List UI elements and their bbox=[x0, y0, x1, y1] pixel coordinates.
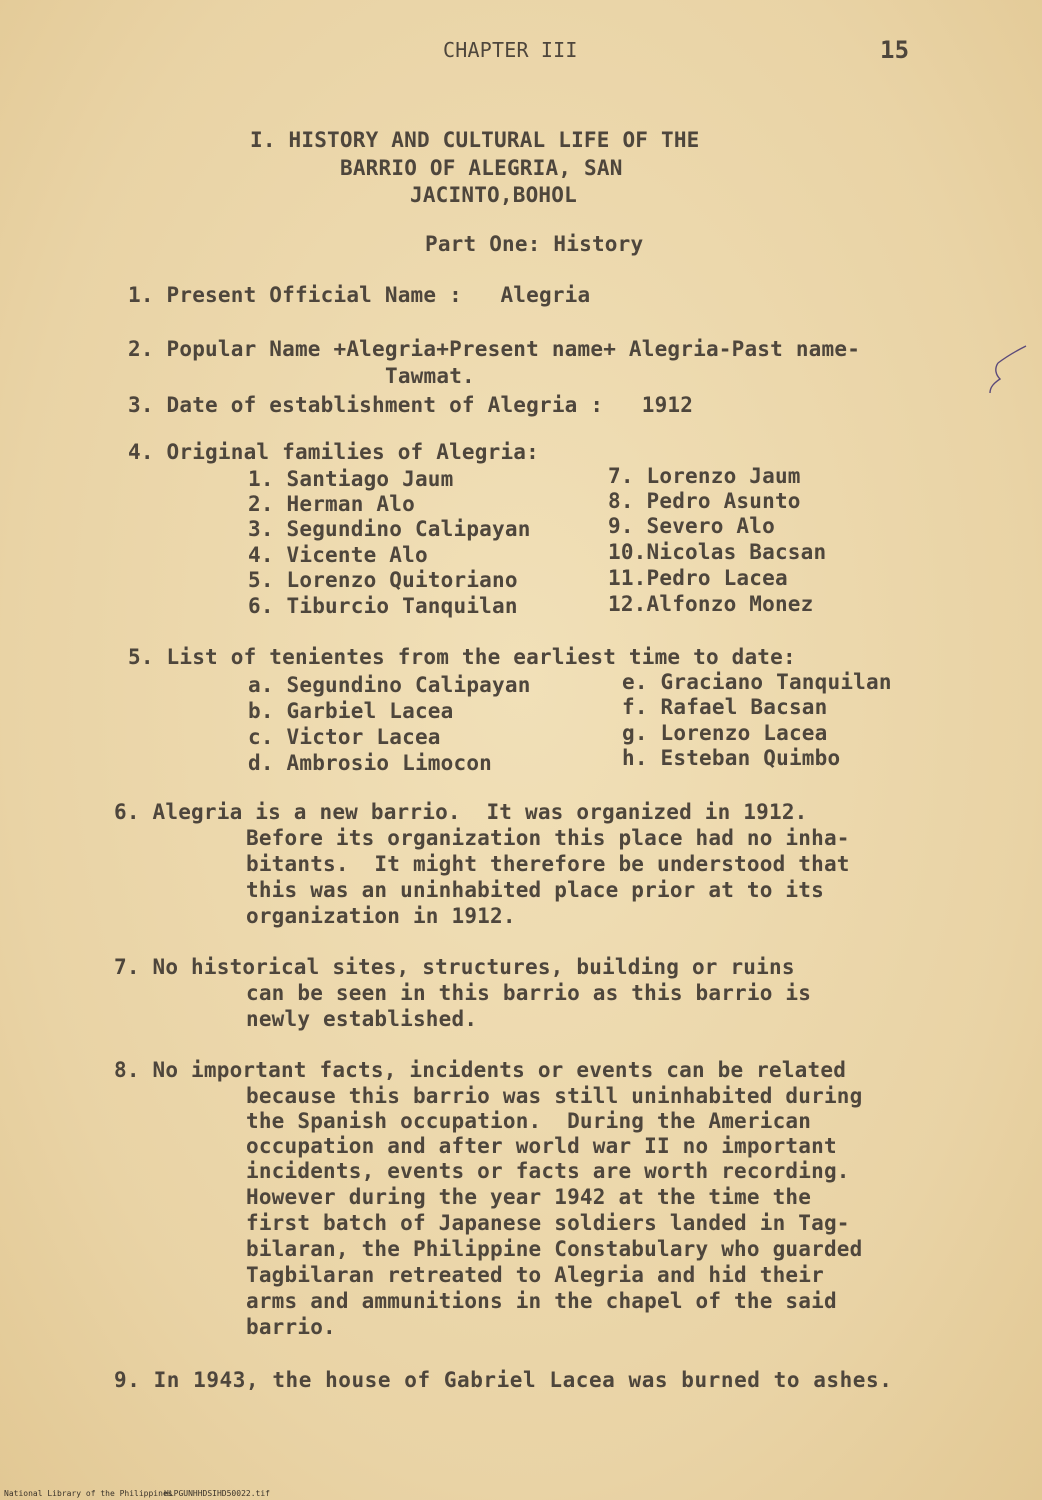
list-item: 5. Lorenzo Quitoriano bbox=[248, 568, 518, 592]
paragraph-line: 7. No historical sites, structures, building or ruins bbox=[114, 955, 795, 979]
paragraph-line: the Spanish occupation. During the American bbox=[246, 1109, 812, 1133]
item-4: 4. Original families of Alegria: bbox=[128, 440, 539, 464]
margin-pencil-mark bbox=[982, 343, 1032, 403]
paragraph-line: this was an uninhabited place prior at to its bbox=[246, 878, 824, 902]
item-2-line-1: 2. Popular Name +Alegria+Present name+ Alegria-Past name- bbox=[128, 337, 861, 361]
paragraph-line: bitants. It might therefore be understood that bbox=[246, 852, 850, 876]
list-item: h. Esteban Quimbo bbox=[622, 746, 841, 770]
paragraph-line: However during the year 1942 at the time the bbox=[246, 1185, 812, 1209]
title-line-3: JACINTO,BOHOL bbox=[410, 183, 577, 207]
list-item: 7. Lorenzo Jaum bbox=[608, 464, 801, 488]
paragraph-line: bilaran, the Philippine Constabulary who guarded bbox=[246, 1237, 863, 1261]
paragraph-line: occupation and after world war II no important bbox=[246, 1134, 837, 1158]
list-item: e. Graciano Tanquilan bbox=[622, 670, 892, 694]
paragraph-line: Tagbilaran retreated to Alegria and hid their bbox=[246, 1263, 824, 1287]
list-item: 2. Herman Alo bbox=[248, 492, 415, 516]
list-item: 3. Segundino Calipayan bbox=[248, 517, 531, 541]
paragraph-line: can be seen in this barrio as this barrio is bbox=[246, 981, 812, 1005]
item-1: 1. Present Official Name : Alegria bbox=[128, 283, 591, 307]
chapter-heading: CHAPTER III bbox=[443, 38, 578, 62]
paragraph-line: barrio. bbox=[246, 1315, 336, 1339]
list-item: 8. Pedro Asunto bbox=[608, 489, 801, 513]
section-heading: Part One: History bbox=[425, 232, 644, 256]
paragraph-line: because this barrio was still uninhabited during bbox=[246, 1084, 863, 1108]
list-item: 10.Nicolas Bacsan bbox=[608, 540, 827, 564]
item-9: 9. In 1943, the house of Gabriel Lacea was burned to ashes. bbox=[114, 1368, 893, 1392]
list-item: 6. Tiburcio Tanquilan bbox=[248, 594, 518, 618]
list-item: 4. Vicente Alo bbox=[248, 543, 428, 567]
list-item: 11.Pedro Lacea bbox=[608, 566, 788, 590]
list-item: 9. Severo Alo bbox=[608, 514, 775, 538]
list-item: c. Victor Lacea bbox=[248, 725, 441, 749]
title-line-1: I. HISTORY AND CULTURAL LIFE OF THE bbox=[250, 128, 700, 152]
item-2-line-2: Tawmat. bbox=[385, 364, 475, 388]
footer-library: National Library of the Philippines bbox=[4, 1489, 173, 1498]
item-5: 5. List of tenientes from the earliest time to date: bbox=[128, 645, 796, 669]
page-number: 15 bbox=[880, 36, 910, 64]
list-item: 12.Alfonzo Monez bbox=[608, 592, 814, 616]
paragraph-line: incidents, events or facts are worth recording. bbox=[246, 1159, 850, 1183]
list-item: a. Segundino Calipayan bbox=[248, 673, 531, 697]
paragraph-line: organization in 1912. bbox=[246, 904, 516, 928]
list-item: 1. Santiago Jaum bbox=[248, 467, 454, 491]
list-item: d. Ambrosio Limocon bbox=[248, 751, 493, 775]
title-line-2: BARRIO OF ALEGRIA, SAN bbox=[340, 156, 623, 180]
list-item: f. Rafael Bacsan bbox=[622, 695, 828, 719]
list-item: b. Garbiel Lacea bbox=[248, 699, 454, 723]
paragraph-line: arms and ammunitions in the chapel of the said bbox=[246, 1289, 837, 1313]
paragraph-line: 8. No important facts, incidents or events can be related bbox=[114, 1058, 847, 1082]
footer-filename: HLPGUNHHDSIHD50022.tif bbox=[164, 1489, 270, 1498]
list-item: g. Lorenzo Lacea bbox=[622, 721, 828, 745]
paragraph-line: Before its organization this place had no inha- bbox=[246, 826, 850, 850]
paragraph-line: first batch of Japanese soldiers landed in Tag- bbox=[246, 1211, 850, 1235]
item-3: 3. Date of establishment of Alegria : 1912 bbox=[128, 393, 694, 417]
paragraph-line: newly established. bbox=[246, 1007, 478, 1031]
paragraph-line: 6. Alegria is a new barrio. It was organized in 1912. bbox=[114, 800, 808, 824]
